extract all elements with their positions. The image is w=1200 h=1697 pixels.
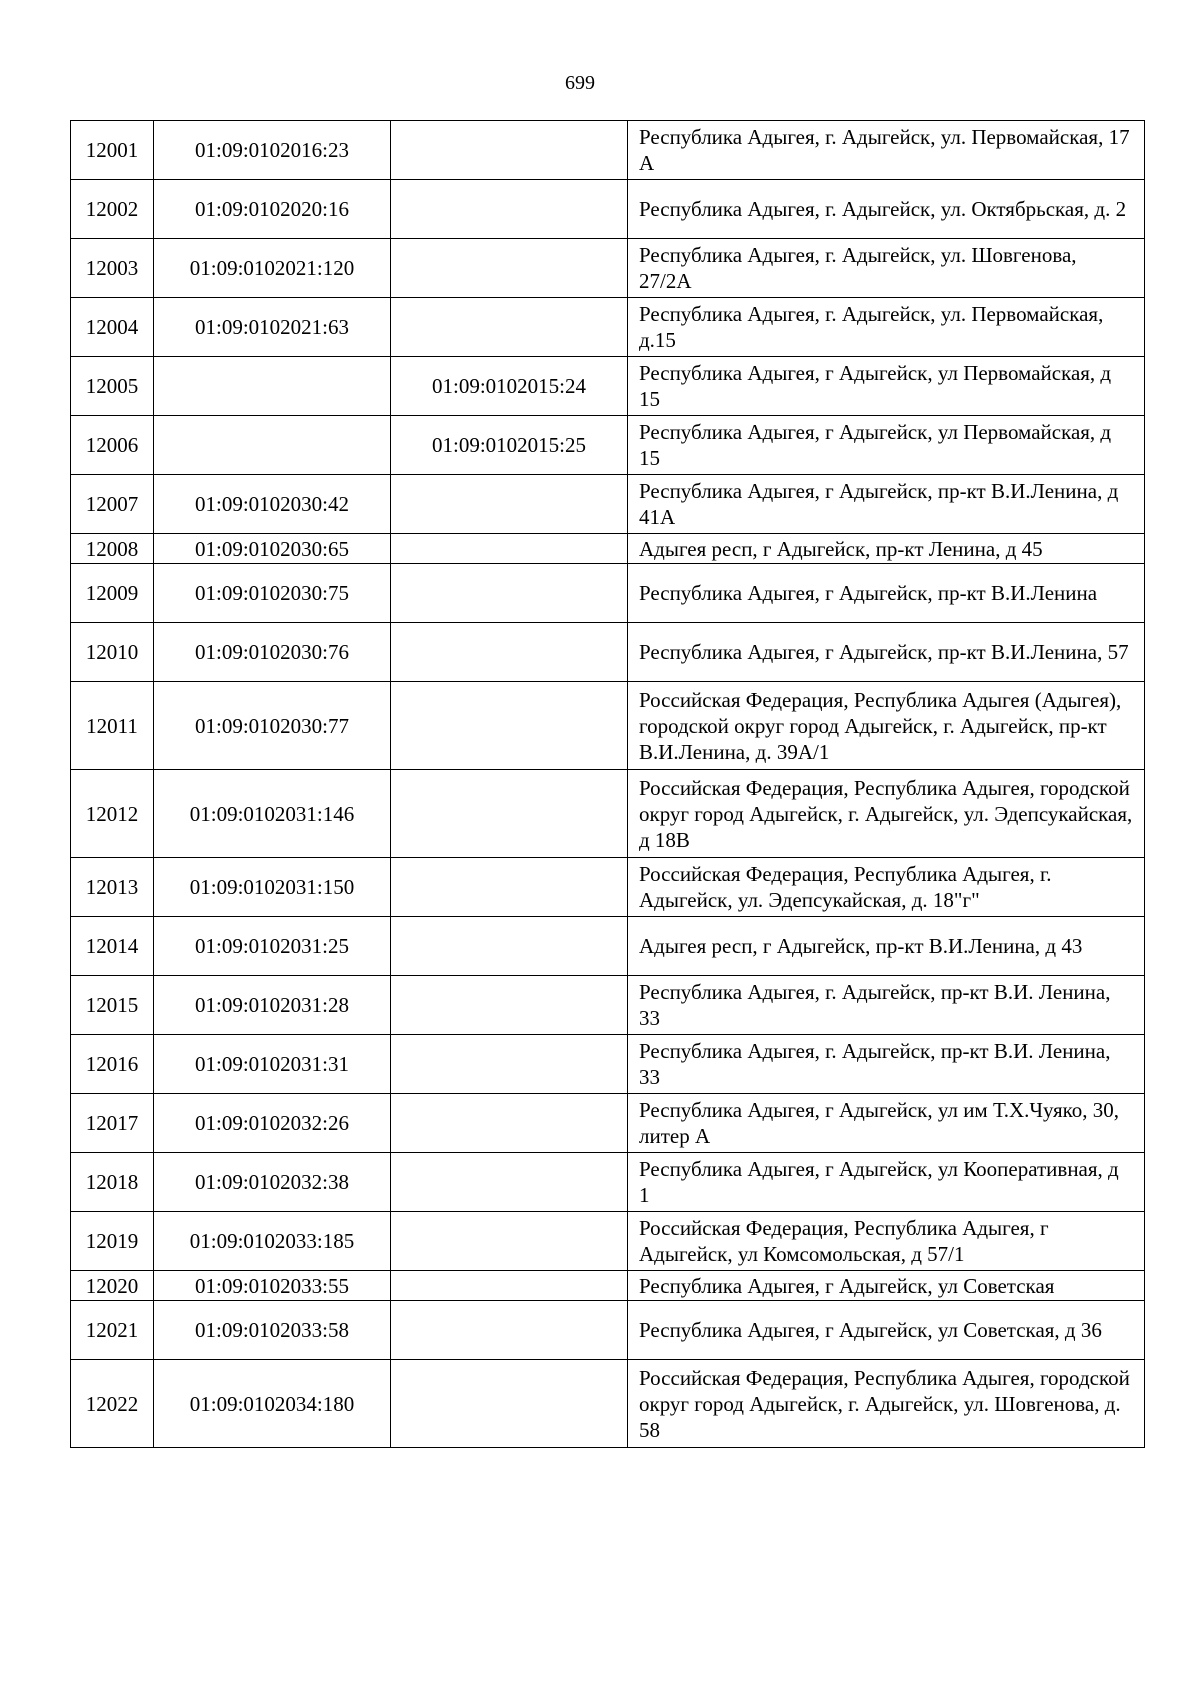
row-number: 12008 bbox=[71, 534, 154, 564]
table-body bbox=[71, 121, 1145, 1448]
address-cell: Республика Адыгея, г. Адыгейск, ул. Шовгенова, 27/2А bbox=[628, 239, 1145, 298]
address-cell: Российская Федерация, Республика Адыгея (Адыгея), городской округ город Адыгейск, г. Адыгейск, пр-кт В.И.Ленина, д. 39А/1 bbox=[628, 682, 1145, 770]
row-number: 12012 bbox=[71, 770, 154, 858]
address-cell: Адыгея респ, г Адыгейск, пр-кт Ленина, д 45 bbox=[628, 534, 1145, 564]
table-row bbox=[71, 1153, 1145, 1212]
cadastral-number-cell: 01:09:0102030:76 bbox=[154, 623, 391, 682]
cadastral-number-cell: 01:09:0102031:150 bbox=[154, 858, 391, 917]
cadastral-number-secondary-cell bbox=[391, 239, 628, 298]
cadastral-number-secondary-cell bbox=[391, 121, 628, 180]
table-row bbox=[71, 1035, 1145, 1094]
cadastral-number-secondary-cell bbox=[391, 917, 628, 976]
cadastral-number-secondary-cell bbox=[391, 1360, 628, 1448]
table-row bbox=[71, 239, 1145, 298]
row-number: 12014 bbox=[71, 917, 154, 976]
table-row bbox=[71, 976, 1145, 1035]
row-number: 12020 bbox=[71, 1271, 154, 1301]
cadastral-number-cell bbox=[154, 416, 391, 475]
row-number: 12013 bbox=[71, 858, 154, 917]
cadastral-number-secondary-cell bbox=[391, 858, 628, 917]
table-row bbox=[71, 475, 1145, 534]
table-row bbox=[71, 858, 1145, 917]
row-number: 12010 bbox=[71, 623, 154, 682]
table-row bbox=[71, 357, 1145, 416]
table-row bbox=[71, 1271, 1145, 1301]
table-row bbox=[71, 1212, 1145, 1271]
row-number: 12004 bbox=[71, 298, 154, 357]
address-cell: Республика Адыгея, г. Адыгейск, ул. Октябрьская, д. 2 bbox=[628, 180, 1145, 239]
page-number: 699 bbox=[565, 72, 595, 94]
table-row bbox=[71, 770, 1145, 858]
table-row bbox=[71, 1301, 1145, 1360]
address-cell: Республика Адыгея, г Адыгейск, ул Советская, д 36 bbox=[628, 1301, 1145, 1360]
cadastral-number-secondary-cell bbox=[391, 1153, 628, 1212]
cadastral-number-secondary-cell bbox=[391, 1271, 628, 1301]
row-number: 12019 bbox=[71, 1212, 154, 1271]
cadastral-number-secondary-cell bbox=[391, 770, 628, 858]
cadastral-number-secondary-cell: 01:09:0102015:24 bbox=[391, 357, 628, 416]
cadastral-number-secondary-cell: 01:09:0102015:25 bbox=[391, 416, 628, 475]
cadastral-number-cell: 01:09:0102031:25 bbox=[154, 917, 391, 976]
address-cell: Республика Адыгея, г Адыгейск, ул Советская bbox=[628, 1271, 1145, 1301]
cadastral-number-cell: 01:09:0102030:75 bbox=[154, 564, 391, 623]
table-row bbox=[71, 682, 1145, 770]
table-row bbox=[71, 917, 1145, 976]
address-cell: Республика Адыгея, г. Адыгейск, ул. Первомайская, 17 А bbox=[628, 121, 1145, 180]
cadastral-number-cell: 01:09:0102021:63 bbox=[154, 298, 391, 357]
cadastral-number-cell: 01:09:0102032:38 bbox=[154, 1153, 391, 1212]
cadastral-number-cell: 01:09:0102030:42 bbox=[154, 475, 391, 534]
cadastral-number-secondary-cell bbox=[391, 682, 628, 770]
cadastral-number-secondary-cell bbox=[391, 475, 628, 534]
cadastral-number-cell: 01:09:0102032:26 bbox=[154, 1094, 391, 1153]
row-number: 12002 bbox=[71, 180, 154, 239]
table-row bbox=[71, 564, 1145, 623]
address-cell: Республика Адыгея, г Адыгейск, пр-кт В.И.Ленина, 57 bbox=[628, 623, 1145, 682]
address-cell: Республика Адыгея, г Адыгейск, ул им Т.Х.Чуяко, 30, литер А bbox=[628, 1094, 1145, 1153]
row-number: 12007 bbox=[71, 475, 154, 534]
address-cell: Адыгея респ, г Адыгейск, пр-кт В.И.Ленина, д 43 bbox=[628, 917, 1145, 976]
cadastral-number-cell: 01:09:0102030:77 bbox=[154, 682, 391, 770]
cadastral-number-cell: 01:09:0102033:55 bbox=[154, 1271, 391, 1301]
address-cell: Республика Адыгея, г Адыгейск, пр-кт В.И.Ленина bbox=[628, 564, 1145, 623]
cadastral-number-secondary-cell bbox=[391, 564, 628, 623]
row-number: 12003 bbox=[71, 239, 154, 298]
address-cell: Российская Федерация, Республика Адыгея, городской округ город Адыгейск, г. Адыгейск, ул. Шовгенова, д. 58 bbox=[628, 1360, 1145, 1448]
cadastral-number-secondary-cell bbox=[391, 1094, 628, 1153]
address-cell: Республика Адыгея, г. Адыгейск, ул. Первомайская, д.15 bbox=[628, 298, 1145, 357]
table-row bbox=[71, 623, 1145, 682]
cadastral-number-cell: 01:09:0102031:31 bbox=[154, 1035, 391, 1094]
cadastral-number-cell: 01:09:0102030:65 bbox=[154, 534, 391, 564]
cadastral-number-cell: 01:09:0102031:146 bbox=[154, 770, 391, 858]
address-cell: Республика Адыгея, г. Адыгейск, пр-кт В.И. Ленина, 33 bbox=[628, 976, 1145, 1035]
cadastral-number-cell: 01:09:0102031:28 bbox=[154, 976, 391, 1035]
row-number: 12017 bbox=[71, 1094, 154, 1153]
property-table bbox=[70, 120, 1145, 1448]
table-row bbox=[71, 416, 1145, 475]
row-number: 12001 bbox=[71, 121, 154, 180]
row-number: 12015 bbox=[71, 976, 154, 1035]
cadastral-number-secondary-cell bbox=[391, 180, 628, 239]
table-row bbox=[71, 1360, 1145, 1448]
cadastral-number-cell: 01:09:0102021:120 bbox=[154, 239, 391, 298]
address-cell: Российская Федерация, Республика Адыгея, г Адыгейск, ул Комсомольская, д 57/1 bbox=[628, 1212, 1145, 1271]
row-number: 12018 bbox=[71, 1153, 154, 1212]
table-row bbox=[71, 121, 1145, 180]
cadastral-number-cell: 01:09:0102034:180 bbox=[154, 1360, 391, 1448]
cadastral-number-cell: 01:09:0102020:16 bbox=[154, 180, 391, 239]
row-number: 12009 bbox=[71, 564, 154, 623]
row-number: 12021 bbox=[71, 1301, 154, 1360]
cadastral-number-cell: 01:09:0102033:58 bbox=[154, 1301, 391, 1360]
table-row bbox=[71, 1094, 1145, 1153]
row-number: 12006 bbox=[71, 416, 154, 475]
cadastral-number-secondary-cell bbox=[391, 1035, 628, 1094]
table-row bbox=[71, 298, 1145, 357]
table-row bbox=[71, 534, 1145, 564]
cadastral-number-secondary-cell bbox=[391, 976, 628, 1035]
address-cell: Республика Адыгея, г. Адыгейск, пр-кт В.И. Ленина, 33 bbox=[628, 1035, 1145, 1094]
table-row bbox=[71, 180, 1145, 239]
address-cell: Российская Федерация, Республика Адыгея, городской округ город Адыгейск, г. Адыгейск, ул. Эдепсукайская, д 18В bbox=[628, 770, 1145, 858]
address-cell: Республика Адыгея, г Адыгейск, ул Первомайская, д 15 bbox=[628, 357, 1145, 416]
address-cell: Республика Адыгея, г Адыгейск, пр-кт В.И.Ленина, д 41А bbox=[628, 475, 1145, 534]
address-cell: Республика Адыгея, г Адыгейск, ул Кооперативная, д 1 bbox=[628, 1153, 1145, 1212]
address-cell: Республика Адыгея, г Адыгейск, ул Первомайская, д 15 bbox=[628, 416, 1145, 475]
cadastral-number-secondary-cell bbox=[391, 1212, 628, 1271]
cadastral-number-cell bbox=[154, 357, 391, 416]
cadastral-number-secondary-cell bbox=[391, 534, 628, 564]
row-number: 12022 bbox=[71, 1360, 154, 1448]
cadastral-number-secondary-cell bbox=[391, 298, 628, 357]
cadastral-number-secondary-cell bbox=[391, 1301, 628, 1360]
row-number: 12011 bbox=[71, 682, 154, 770]
address-cell: Российская Федерация, Республика Адыгея, г. Адыгейск, ул. Эдепсукайская, д. 18"г" bbox=[628, 858, 1145, 917]
row-number: 12005 bbox=[71, 357, 154, 416]
cadastral-number-cell: 01:09:0102033:185 bbox=[154, 1212, 391, 1271]
cadastral-number-secondary-cell bbox=[391, 623, 628, 682]
cadastral-number-cell: 01:09:0102016:23 bbox=[154, 121, 391, 180]
row-number: 12016 bbox=[71, 1035, 154, 1094]
